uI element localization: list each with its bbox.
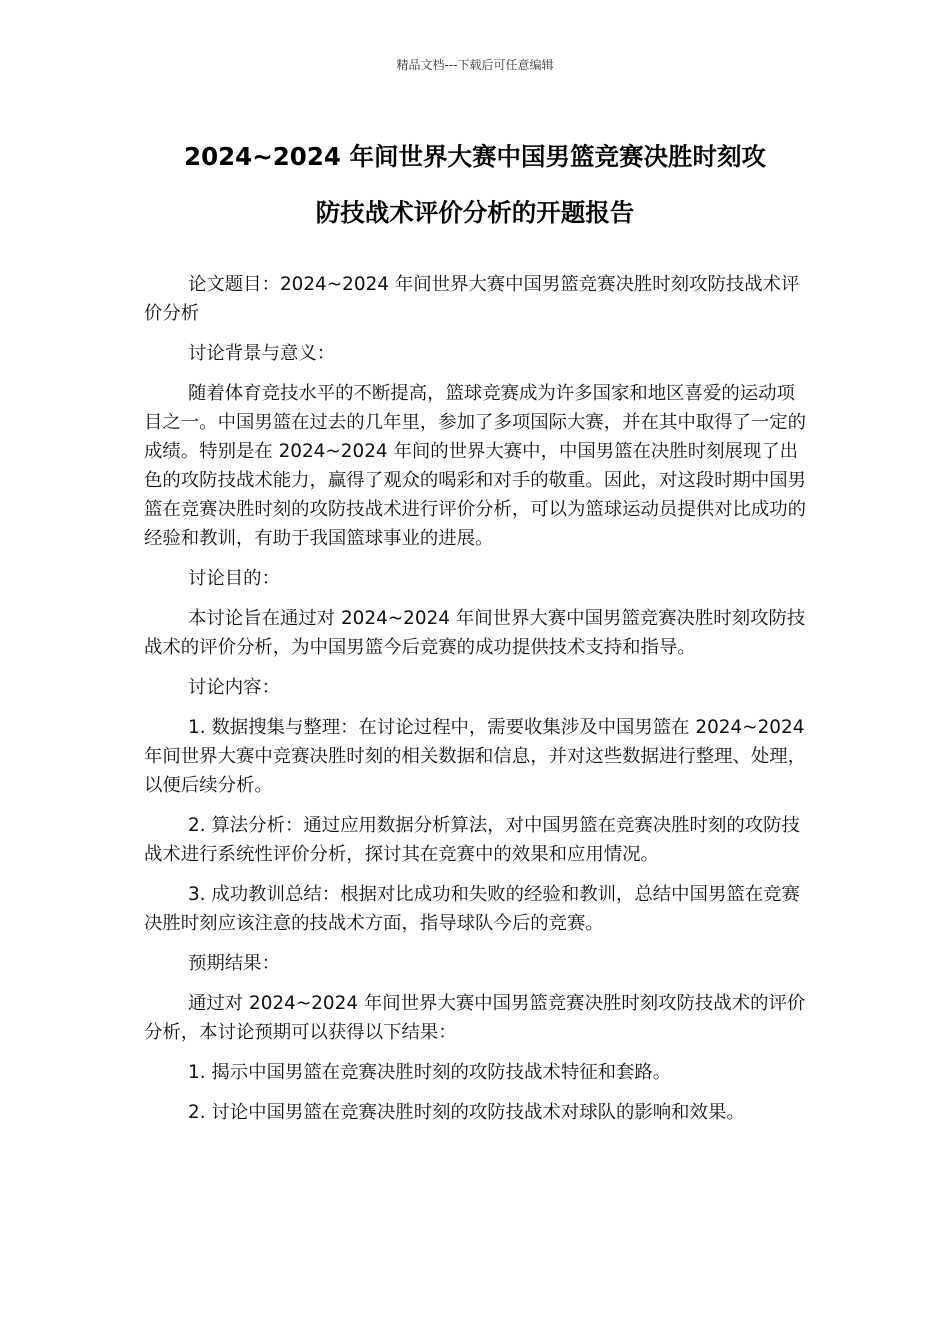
content-item-2: 2. 算法分析：通过应用数据分析算法，对中国男篮在竞赛决胜时刻的攻防技战术进行系统性评价分析，探讨其在竞赛中的效果和应用情况。 <box>144 815 800 865</box>
result-item-2: 2. 讨论中国男篮在竞赛决胜时刻的攻防技战术对球队的影响和效果。 <box>188 1102 745 1123</box>
results-intro-paragraph: 通过对 2024~2024 年间世界大赛中国男篮竞赛决胜时刻攻防技战术的评价分析，本讨论预期可以获得以下结果： <box>144 993 806 1043</box>
page-header-watermark: 精品文档---下载后可任意编辑 <box>396 58 554 72</box>
title-line-2: 防技战术评价分析的开题报告 <box>315 198 635 227</box>
result-item-1: 1. 揭示中国男篮在竞赛决胜时刻的攻防技战术特征和套路。 <box>188 1062 672 1083</box>
content-heading: 讨论内容： <box>188 677 280 698</box>
content-item-3: 3. 成功教训总结：根据对比成功和失败的经验和教训，总结中国男篮在竞赛决胜时刻应该注意的技战术方面，指导球队今后的竞赛。 <box>144 884 800 934</box>
document-title <box>130 133 820 237</box>
content-item-1: 1. 数据搜集与整理：在讨论过程中，需要收集涉及中国男篮在 2024~2024 年间世界大赛中竞赛决胜时刻的相关数据和信息，并对这些数据进行整理、处理，以便后续分析。 <box>144 717 807 796</box>
thesis-topic-paragraph: 论文题目：2024~2024 年间世界大赛中国男篮竞赛决胜时刻攻防技战术评价分析 <box>144 274 800 324</box>
title-line-1: 2024~2024 年间世界大赛中国男篮竞赛决胜时刻攻 <box>184 142 766 171</box>
background-heading: 讨论背景与意义： <box>188 343 336 364</box>
purpose-heading: 讨论目的： <box>188 568 280 589</box>
document-body <box>144 270 808 1138</box>
purpose-paragraph: 本讨论旨在通过对 2024~2024 年间世界大赛中国男篮竞赛决胜时刻攻防技战术的评价分析，为中国男篮今后竞赛的成功提供技术支持和指导。 <box>144 608 806 658</box>
results-heading: 预期结果： <box>188 953 280 974</box>
background-paragraph: 随着体育竞技水平的不断提高，篮球竞赛成为许多国家和地区喜爱的运动项目之一。中国男篮在过去的几年里，参加了多项国际大赛，并在其中取得了一定的成绩。特别是在 2024~2024 年间的世界大赛中，中国男篮在决胜时刻展现了出色的攻防技战术能力，赢得了观众的喝彩和对手的敬重。因此，对这段时期中国男篮在竞赛决胜时刻的攻防技战术进行评价分析，可以为篮球运动员提供对比成功的经验和教训，有助于我国篮球事业的进展。 <box>144 383 807 549</box>
